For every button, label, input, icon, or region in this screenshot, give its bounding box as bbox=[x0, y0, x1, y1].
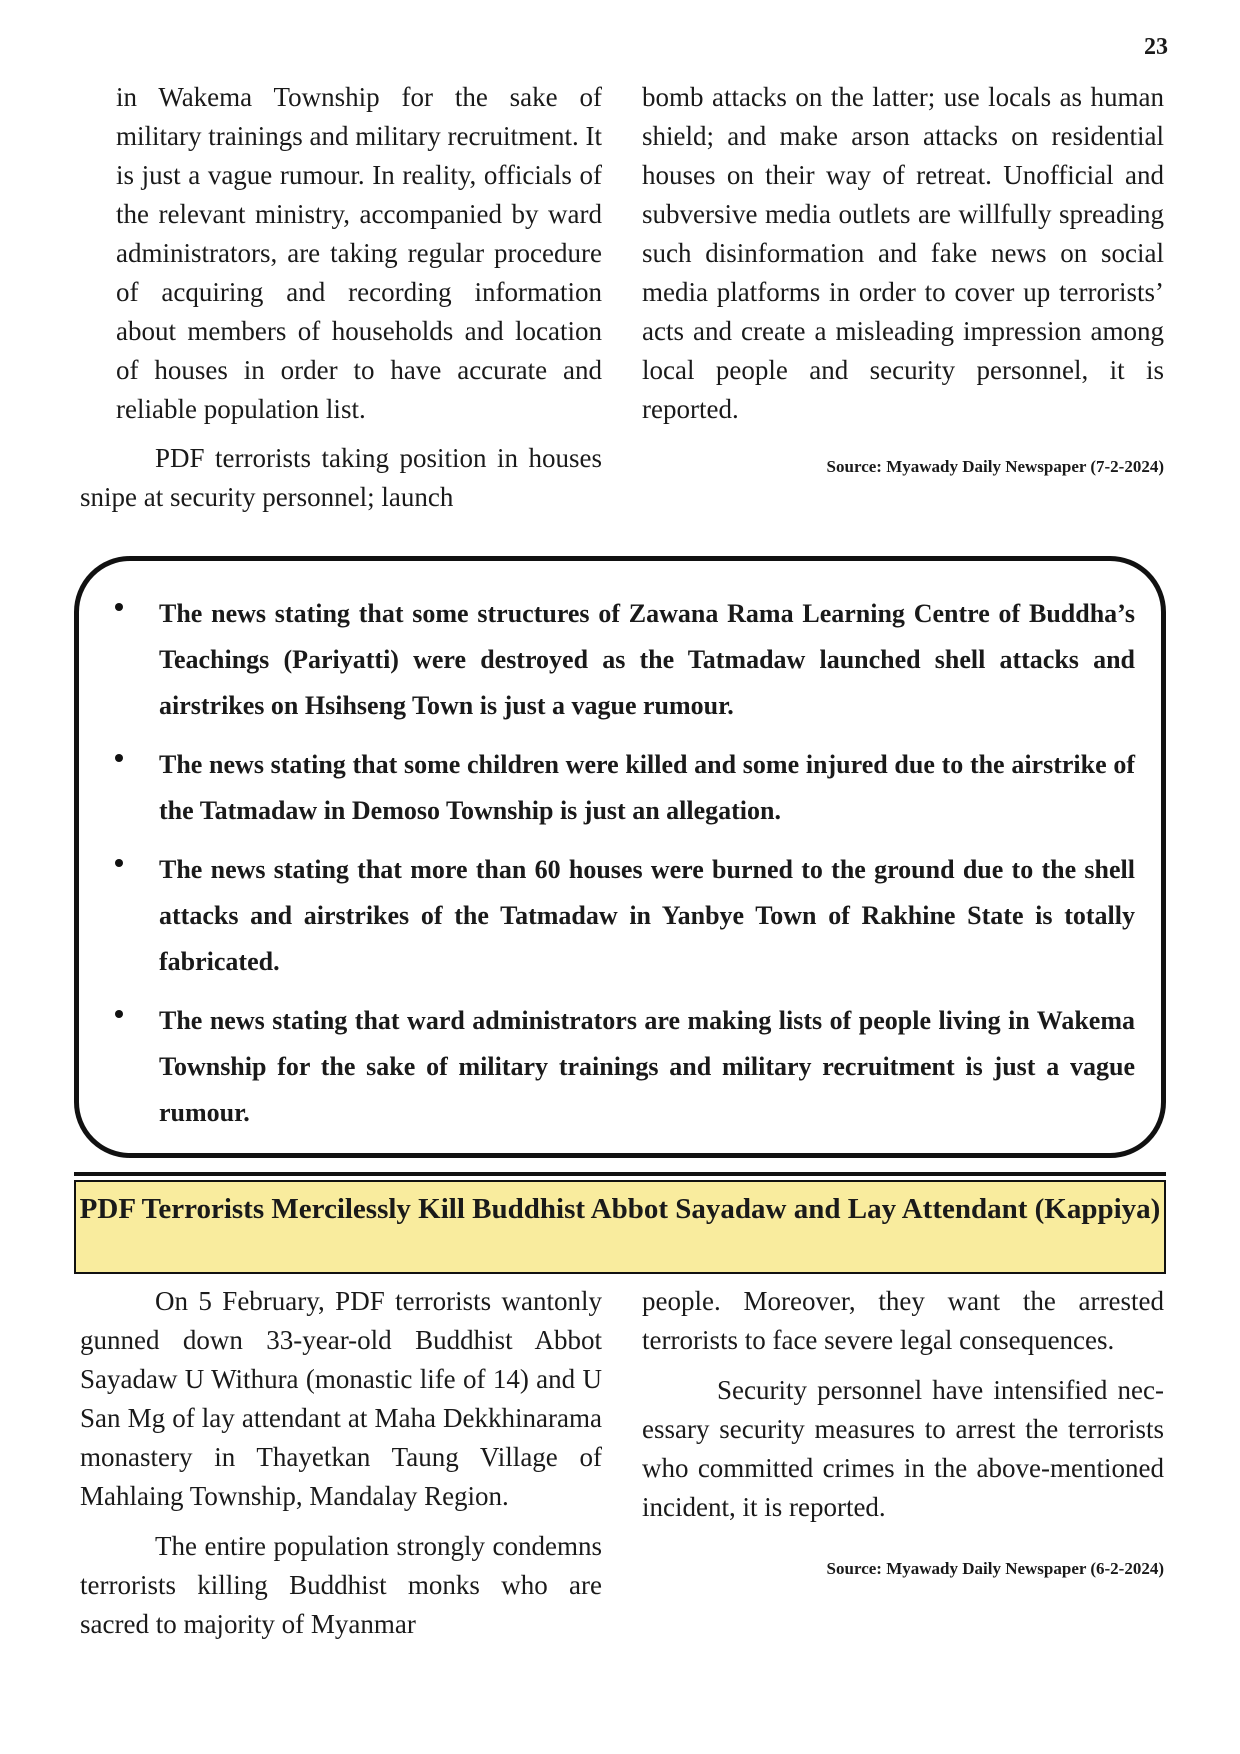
top-article-left-column bbox=[116, 78, 602, 429]
second-article-left-column bbox=[80, 1282, 602, 1644]
article-paragraph: On 5 February, PDF terrorists wantonly gunned down 33-year-old Buddhist Abbot Sayadaw U Withura (monastic life of 14) and U San Mg of lay attendant at Maha Dekkhinarama monastery in Thayetkan Taung Village of Mahlaing Township, Mandalay Region. bbox=[80, 1286, 602, 1511]
article-paragraph: people. Moreover, they want the arrested terrorists to face severe legal consequences. bbox=[642, 1286, 1164, 1355]
top-article-right-column bbox=[642, 78, 1164, 486]
article-paragraph: in Wakema Township for the sake of military trainings and military recruitment. It is just a vague rumour. In reality, officials of the relevant ministry, accompanied by ward administrators, are taking regular procedure of acquiring and recording information about members of households and location of houses in order to have accurate and reliable population list. bbox=[116, 82, 602, 424]
list-item bbox=[107, 742, 1135, 834]
source-citation: Source: Myawady Daily Newspaper (7-2-2024) bbox=[826, 457, 1164, 476]
bullet-icon bbox=[115, 603, 123, 611]
list-item bbox=[107, 591, 1135, 729]
rumour-text: The news stating that ward administrators are making lists of people living in Wakema Township for the sake of military trainings and military recruitment is just a vague rumour. bbox=[159, 1006, 1135, 1127]
source-citation: Source: Myawady Daily Newspaper (6-2-2024) bbox=[826, 1559, 1164, 1578]
bullet-icon bbox=[115, 754, 123, 762]
page-number: 23 bbox=[1144, 34, 1168, 60]
article-headline: PDF Terrorists Mercilessly Kill Buddhist Abbot Sayadaw and Lay Attendant (Kappiya) bbox=[74, 1180, 1166, 1274]
list-item bbox=[107, 998, 1135, 1136]
rumour-summary-box bbox=[74, 556, 1166, 1158]
rumour-text: The news stating that more than 60 houses were burned to the ground due to the shell attacks and airstrikes of the Tatmadaw in Yanbye Town of Rakhine State is totally fabricated. bbox=[159, 855, 1135, 976]
article-paragraph: PDF terrorists taking position in houses snipe at security personnel; launch bbox=[80, 443, 602, 512]
rumour-text: The news stating that some structures of Zawana Rama Learning Centre of Buddha’s Teachings (Pariyatti) were destroyed as the Tatmadaw launched shell attacks and airstrikes on Hsihseng Town is just a vague rumour. bbox=[159, 599, 1135, 720]
top-article-left-column-tail bbox=[80, 443, 602, 517]
bullet-icon bbox=[115, 859, 123, 867]
article-paragraph: The entire population strongly condemns terrorists killing Buddhist monks who are sacred to majority of Myanmar bbox=[80, 1531, 602, 1639]
headline-divider bbox=[74, 1172, 1166, 1176]
list-item bbox=[107, 847, 1135, 985]
second-article-right-column bbox=[642, 1282, 1164, 1588]
bullet-icon bbox=[115, 1010, 123, 1018]
article-paragraph: Security personnel have intensified necessary security measures to arrest the terrorists who committed crimes in the above-mentioned incident, it is reported. bbox=[642, 1375, 1164, 1522]
rumour-list bbox=[107, 591, 1135, 1149]
article-paragraph: bomb attacks on the latter; use locals as human shield; and make arson attacks on residential houses on their way of retreat. Unofficial and subversive media outlets are willfully spreading such disinformation and fake news on social media platforms in order to cover up terrorists’ acts and create a misleading impression among local people and security personnel, it is reported. bbox=[642, 82, 1164, 424]
rumour-text: The news stating that some children were killed and some injured due to the airstrike of the Tatmadaw in Demoso Township is just an allegation. bbox=[159, 750, 1135, 825]
